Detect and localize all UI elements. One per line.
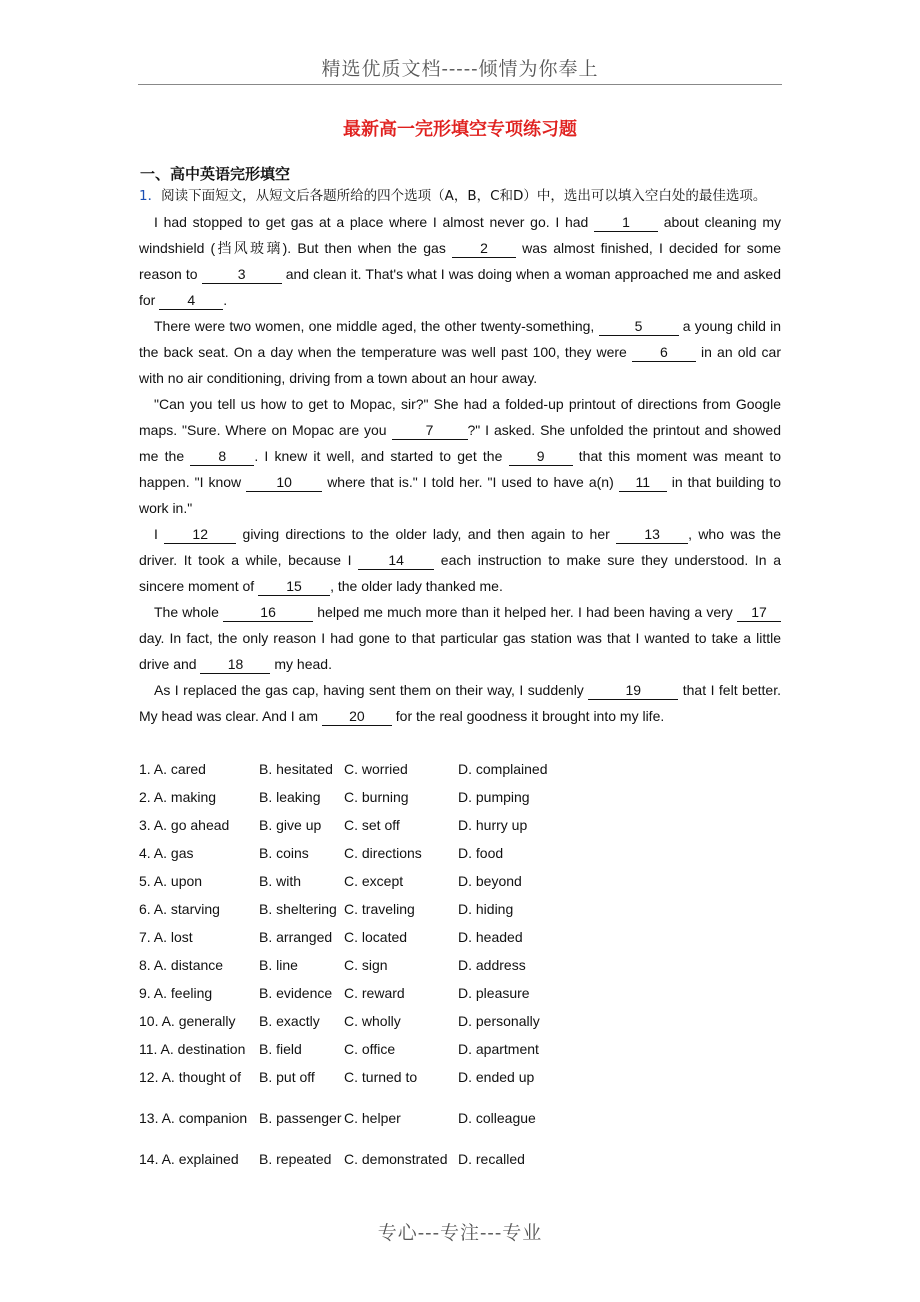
blank-12: 12 xyxy=(164,525,236,544)
text: in an old car with no air conditioning, driving from a town about an hour away. xyxy=(139,344,781,386)
passage-paragraph-4 xyxy=(139,521,781,599)
blank-6: 6 xyxy=(632,343,696,362)
blank-20: 20 xyxy=(322,707,392,726)
option-a: 13. A. companion xyxy=(139,1110,248,1126)
text: for the real goodness it brought into my life. xyxy=(391,708,665,724)
option-row xyxy=(139,1007,781,1035)
option-d: D. hurry up xyxy=(458,817,528,833)
option-c: C. traveling xyxy=(344,901,415,917)
text: As I replaced the gas cap, having sent them on their way, I suddenly xyxy=(154,682,589,698)
blank-19: 19 xyxy=(588,681,678,700)
option-b: B. passenger xyxy=(259,1110,342,1126)
option-d: D. recalled xyxy=(458,1151,525,1167)
text: that this moment was meant to happen. "I know xyxy=(139,448,782,490)
text: giving directions to the older lady, and then again to her xyxy=(236,526,617,542)
blank-1: 1 xyxy=(594,213,658,232)
option-d: D. address xyxy=(458,957,526,973)
option-b: B. exactly xyxy=(259,1013,320,1029)
question-number: 1． xyxy=(139,188,162,204)
instruction-text: 阅读下面短文，从短文后各题所给的四个选项（A，B，C和D）中，选出可以填入空白处的最佳选项。 xyxy=(161,188,767,204)
option-a: 7. A. lost xyxy=(139,929,193,945)
option-row xyxy=(139,1063,781,1091)
option-a: 4. A. gas xyxy=(139,845,194,861)
text: day. In fact, the only reason I had gone to that particular gas station was that I wanted to take a little drive and xyxy=(139,630,781,672)
option-row xyxy=(139,867,781,895)
passage-paragraph-5 xyxy=(139,599,781,677)
question-content xyxy=(139,183,781,729)
option-a: 8. A. distance xyxy=(139,957,224,973)
options-table xyxy=(139,755,781,1173)
option-a: 6. A. starving xyxy=(139,901,220,917)
option-b: B. repeated xyxy=(259,1151,332,1167)
option-d: D. pumping xyxy=(458,789,530,805)
option-d: D. apartment xyxy=(458,1041,539,1057)
option-c: C. directions xyxy=(344,845,422,861)
option-c: C. helper xyxy=(344,1110,401,1126)
blank-8: 8 xyxy=(190,447,254,466)
option-b: B. coins xyxy=(259,845,309,861)
option-d: D. complained xyxy=(458,761,548,777)
option-d: D. headed xyxy=(458,929,523,945)
blank-14: 14 xyxy=(358,551,434,570)
option-c: C. demonstrated xyxy=(344,1151,448,1167)
option-d: D. pleasure xyxy=(458,985,530,1001)
passage-paragraph-2 xyxy=(139,313,781,391)
option-b: B. field xyxy=(259,1041,302,1057)
blank-15: 15 xyxy=(258,577,330,596)
blank-4: 4 xyxy=(159,291,223,310)
text: , the older lady thanked me. xyxy=(330,578,503,594)
option-b: B. put off xyxy=(259,1069,315,1085)
document-title: 最新高一完形填空专项练习题 xyxy=(343,119,577,140)
text: and clean it. That's what I was doing when a woman approached me and asked for xyxy=(139,266,781,308)
text: . xyxy=(223,292,228,308)
option-d: D. beyond xyxy=(458,873,522,889)
header-rule xyxy=(138,84,782,85)
blank-11: 11 xyxy=(619,473,667,492)
option-row xyxy=(139,755,781,783)
option-b: B. arranged xyxy=(259,929,333,945)
option-c: C. sign xyxy=(344,957,388,973)
option-row xyxy=(139,783,781,811)
page-header: 精选优质文档-----倾情为你奉上 xyxy=(321,58,599,80)
blank-2: 2 xyxy=(452,239,516,258)
option-c: C. worried xyxy=(344,761,408,777)
section-heading: 一、高中英语完形填空 xyxy=(140,165,291,183)
passage-paragraph-3 xyxy=(139,391,781,521)
option-b: B. line xyxy=(259,957,298,973)
text: I had stopped to get gas at a place where I almost never go. I had xyxy=(154,214,595,230)
text: ?" I asked. She unfolded the printout and showed me the xyxy=(139,422,781,464)
option-b: B. hesitated xyxy=(259,761,333,777)
option-a: 2. A. making xyxy=(139,789,217,805)
blank-16: 16 xyxy=(223,603,313,622)
text: my head. xyxy=(270,656,332,672)
option-a: 11. A. destination xyxy=(139,1041,246,1057)
text: There were two women, one middle aged, the other twenty-something, xyxy=(154,318,599,334)
blank-13: 13 xyxy=(616,525,688,544)
option-c: C. reward xyxy=(344,985,405,1001)
option-a: 9. A. feeling xyxy=(139,985,213,1001)
option-b: B. evidence xyxy=(259,985,333,1001)
text: was almost finished, I decided for some reason to xyxy=(139,240,781,282)
option-row xyxy=(139,979,781,1007)
text: in that building to work in." xyxy=(139,474,781,516)
text: each instruction to make sure they understood. In a sincere moment of xyxy=(139,552,782,594)
option-row xyxy=(139,1145,781,1173)
option-d: D. food xyxy=(458,845,504,861)
option-c: C. office xyxy=(344,1041,396,1057)
option-row xyxy=(139,839,781,867)
option-d: D. ended up xyxy=(458,1069,535,1085)
option-c: C. set off xyxy=(344,817,400,833)
blank-18: 18 xyxy=(200,655,270,674)
option-a: 3. A. go ahead xyxy=(139,817,230,833)
option-d: D. personally xyxy=(458,1013,540,1029)
option-a: 5. A. upon xyxy=(139,873,203,889)
text: where that is." I told her. "I used to have a(n) xyxy=(322,474,619,490)
text: The whole xyxy=(154,604,224,620)
text: . I knew it well, and started to get the xyxy=(254,448,509,464)
option-b: B. give up xyxy=(259,817,322,833)
text: I xyxy=(154,526,165,542)
option-row xyxy=(139,951,781,979)
text: about cleaning my windshield (挡风玻璃). But then when the gas xyxy=(139,214,781,256)
option-row xyxy=(139,1035,781,1063)
page-footer: 专心---专注---专业 xyxy=(377,1222,543,1244)
passage-paragraph-6 xyxy=(139,677,781,729)
passage-paragraph-1 xyxy=(139,209,781,313)
blank-5: 5 xyxy=(599,317,679,336)
text: helped me much more than it helped her. I had been having a very xyxy=(313,604,737,620)
blank-10: 10 xyxy=(246,473,322,492)
blank-3: 3 xyxy=(202,265,282,284)
option-row xyxy=(139,811,781,839)
option-d: D. hiding xyxy=(458,901,514,917)
text: , who was the driver. It took a while, because I xyxy=(139,526,781,568)
option-row xyxy=(139,923,781,951)
text: a young child in the back seat. On a day when the temperature was well past 100, they were xyxy=(139,318,782,360)
text: "Can you tell us how to get to Mopac, sir?" She had a folded-up printout of directions from Google maps. "Sure. Where on Mopac are you xyxy=(139,396,781,438)
option-c: C. except xyxy=(344,873,404,889)
option-a: 14. A. explained xyxy=(139,1151,239,1167)
option-c: C. turned to xyxy=(344,1069,418,1085)
option-a: 10. A. generally xyxy=(139,1013,236,1029)
option-b: B. leaking xyxy=(259,789,321,805)
option-c: C. wholly xyxy=(344,1013,401,1029)
option-a: 1. A. cared xyxy=(139,761,206,777)
option-b: B. with xyxy=(259,873,302,889)
option-c: C. burning xyxy=(344,789,409,805)
blank-17: 17 xyxy=(737,603,781,622)
text: that I felt better. My head was clear. And I am xyxy=(139,682,781,724)
blank-7: 7 xyxy=(392,421,468,440)
option-d: D. colleague xyxy=(458,1110,536,1126)
question-instruction xyxy=(139,183,781,209)
option-row xyxy=(139,1091,781,1145)
blank-9: 9 xyxy=(509,447,573,466)
option-b: B. sheltering xyxy=(259,901,337,917)
option-c: C. located xyxy=(344,929,408,945)
option-a: 12. A. thought of xyxy=(139,1069,241,1085)
option-row xyxy=(139,895,781,923)
